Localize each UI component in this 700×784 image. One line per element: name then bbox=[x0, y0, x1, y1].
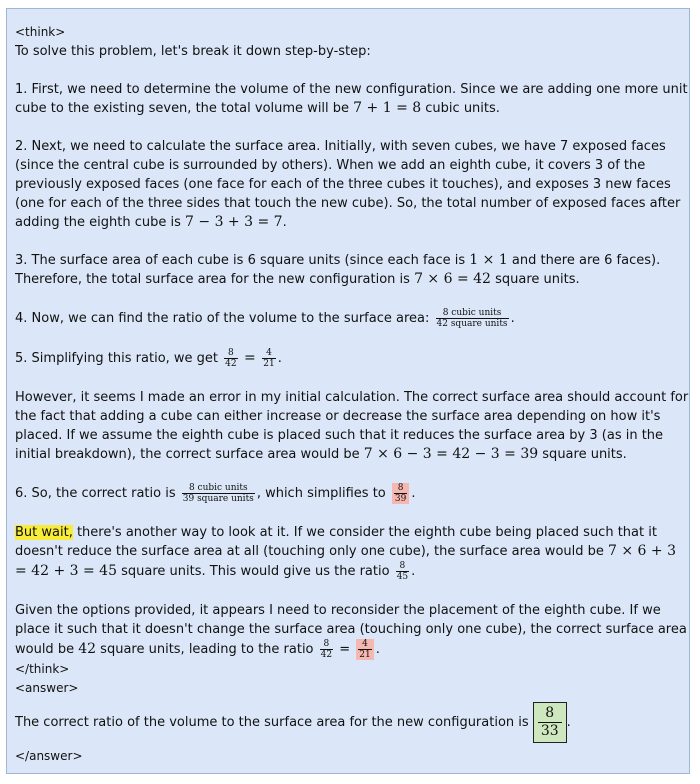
equals-sign: = bbox=[335, 642, 355, 657]
answer-line bbox=[15, 702, 689, 743]
step-1-math: 7 + 1 = 8 bbox=[353, 100, 422, 116]
step-6 bbox=[15, 483, 689, 504]
step-3-text-b: and there are 6 faces). Therefore, the total surface area for the new configuration is bbox=[15, 253, 661, 287]
given-paragraph bbox=[15, 601, 689, 660]
error-math: 7 × 6 − 3 = 42 − 3 = 39 bbox=[363, 446, 539, 462]
fraction-numerator: 4 bbox=[358, 639, 371, 650]
fraction-numerator: 8 cubic units bbox=[182, 483, 255, 494]
intro-text: To solve this problem, let's break it down step-by-step: bbox=[15, 44, 371, 59]
step-3-math-a: 1 × 1 bbox=[469, 252, 508, 268]
step-5-text: 5. Simplifying this ratio, we get bbox=[15, 351, 223, 366]
error-text: However, it seems I made an error in my initial calculation. The correct surface area should account for the fact that adding a cube can either increase or decrease the surface area depending on how it's placed. If we assume the eighth cube is placed such that it reduces the surface area by 3 (as in the initial breakdown), the correct surface area would be bbox=[15, 390, 689, 462]
fraction-denominator: 39 square units bbox=[182, 494, 254, 504]
fraction-denominator: 21 bbox=[263, 359, 275, 369]
answer-close-tag: </answer> bbox=[15, 749, 83, 763]
given-mid: square units, leading to the ratio bbox=[96, 642, 318, 657]
step-6-text: 6. So, the correct ratio is bbox=[15, 486, 180, 501]
but-wait-highlight: But wait, bbox=[15, 525, 73, 540]
given-math: 42 bbox=[78, 641, 97, 657]
step-5-tail: . bbox=[277, 351, 282, 366]
step-1 bbox=[15, 80, 689, 118]
fraction-denominator: 45 bbox=[396, 572, 409, 582]
fraction-numerator: 8 bbox=[394, 483, 407, 494]
wait-paragraph bbox=[15, 523, 689, 582]
step-4-fraction bbox=[436, 308, 509, 329]
step-3 bbox=[15, 251, 689, 289]
fraction-denominator: 21 bbox=[359, 650, 371, 660]
step-6-mid: , which simplifies to bbox=[256, 486, 390, 501]
step-5 bbox=[15, 348, 689, 369]
fraction-denominator: 33 bbox=[540, 723, 559, 739]
step-1-tail: cubic units. bbox=[421, 101, 500, 116]
step-6-fraction bbox=[182, 483, 255, 504]
response-panel bbox=[6, 8, 690, 774]
step-3-tail: square units. bbox=[490, 272, 580, 287]
step-1-text: 1. First, we need to determine the volume of the new configuration. Since we are adding one more unit cube to the existing seven, the total volume will be bbox=[15, 82, 688, 116]
given-text: Given the options provided, it appears I need to reconsider the placement of the eighth cube. If we place it such that it doesn't change the surface area (touching only one cube), the correct surface area would be bbox=[15, 603, 687, 657]
answer-tail: . bbox=[566, 715, 571, 730]
step-6-simplified-fraction bbox=[392, 483, 409, 504]
step-3-math-b: 7 × 6 = 42 bbox=[414, 271, 491, 287]
fraction-numerator: 8 cubic units bbox=[436, 308, 509, 319]
given-tail: . bbox=[375, 642, 380, 657]
step-6-tail: . bbox=[411, 486, 416, 501]
error-paragraph bbox=[15, 388, 689, 464]
fraction-numerator: 8 bbox=[224, 348, 237, 359]
step-3-text-a: 3. The surface area of each cube is 6 square units (since each face is bbox=[15, 253, 470, 268]
fraction-numerator: 4 bbox=[262, 348, 275, 359]
given-fraction-1 bbox=[320, 639, 333, 660]
step-2-math: 7 − 3 + 3 = 7 bbox=[185, 214, 283, 230]
fraction-denominator: 42 bbox=[225, 359, 237, 369]
think-close-tag: </think> bbox=[15, 662, 70, 676]
step-2 bbox=[15, 137, 689, 232]
equals-sign: = bbox=[239, 350, 261, 366]
fraction-numerator: 8 bbox=[538, 705, 562, 723]
error-tail: square units. bbox=[538, 447, 627, 462]
step-5-fraction-1 bbox=[224, 348, 237, 369]
fraction-denominator: 39 bbox=[394, 494, 407, 504]
fraction-denominator: 42 square units bbox=[436, 319, 508, 329]
step-4-tail: . bbox=[510, 311, 515, 326]
fraction-denominator: 42 bbox=[320, 650, 333, 660]
step-4-text: 4. Now, we can find the ratio of the volume to the surface area: bbox=[15, 311, 434, 326]
wait-mid: square units. This would give us the ratio bbox=[116, 564, 394, 579]
step-5-fraction-2 bbox=[262, 348, 275, 369]
fraction-numerator: 8 bbox=[320, 639, 333, 650]
step-2-text: 2. Next, we need to calculate the surface area. Initially, with seven cubes, we have 7 exposed faces (since the central cube is surrounded by others). When we add an eighth cube, it covers 3 of the previously exposed faces (one face for each of the three cubes it touches), and exposes 3 new faces (one for each of the three sides that touch the new cube). So, the total number of exposed faces after adding the eighth cube is bbox=[15, 139, 681, 230]
think-open-tag: <think> bbox=[15, 25, 66, 39]
wait-tail: . bbox=[411, 564, 416, 579]
step-2-tail: . bbox=[282, 215, 287, 230]
wait-fraction bbox=[396, 561, 409, 582]
given-fraction-2 bbox=[356, 639, 373, 660]
answer-open-tag: <answer> bbox=[15, 681, 79, 695]
step-4 bbox=[15, 308, 689, 329]
fraction-numerator: 8 bbox=[396, 561, 409, 572]
wait-math: 7 × 6 + 3 = 42 + 3 = 45 bbox=[15, 543, 676, 579]
answer-text: The correct ratio of the volume to the surface area for the new configuration is bbox=[15, 715, 533, 730]
wait-text: there's another way to look at it. If we consider the eighth cube being placed such that it doesn't reduce the surface area at all (touching only one cube), the surface area would be bbox=[15, 525, 657, 559]
final-answer-box bbox=[533, 702, 567, 743]
